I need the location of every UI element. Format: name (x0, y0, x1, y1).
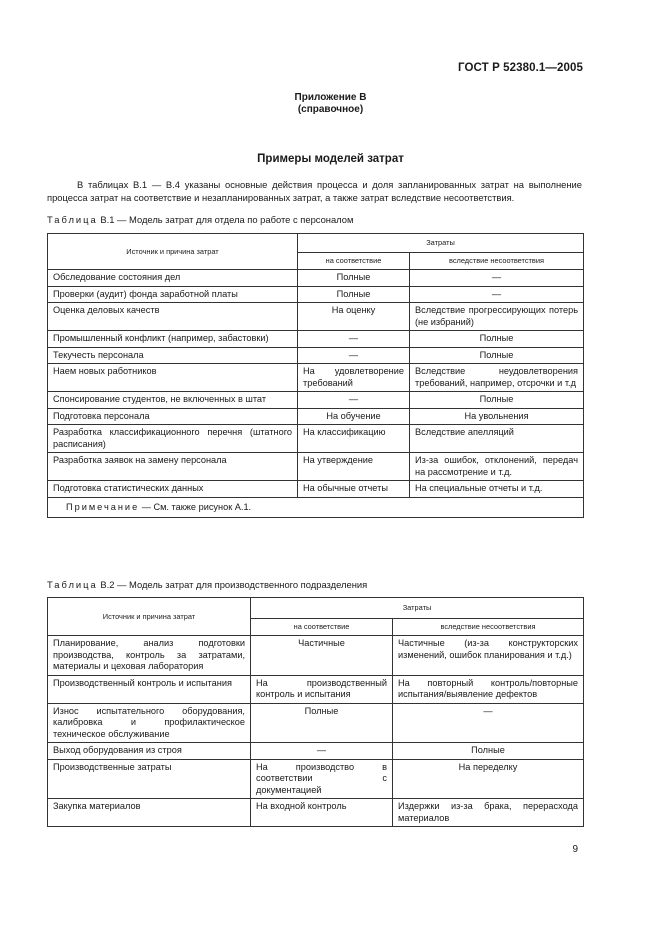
table-b2 (47, 597, 584, 827)
cell-conform: — (298, 331, 410, 348)
table1-caption-text: В.1 — Модель затрат для отдела по работе с персоналом (97, 214, 354, 225)
page-number: 9 (572, 844, 578, 855)
cell-nonconform: Частичные (из-за конструкторских изменений, ошибок планирования и т.д.) (393, 636, 584, 676)
cell-conform: На классификацию (298, 425, 410, 453)
cell-nonconform: Издержки из-за брака, перерасхода материалов (393, 799, 584, 827)
cell-nonconform: — (393, 703, 584, 743)
appendix-heading (0, 92, 661, 116)
cell-nonconform: Полные (393, 743, 584, 760)
cell-source: Подготовка персонала (48, 408, 298, 425)
cell-source: Текучесть персонала (48, 347, 298, 364)
cell-conform: На утверждение (298, 453, 410, 481)
table-row (48, 481, 584, 498)
cell-nonconform: Вследствие прогрессирующих потерь (не избраний) (410, 303, 584, 331)
cell-source: Износ испытательного оборудования, калибровка и профилактическое техническое обслуживание (48, 703, 251, 743)
cell-nonconform: — (410, 286, 584, 303)
cell-conform: Полные (298, 270, 410, 287)
table-row (48, 636, 584, 676)
cell-source: Проверки (аудит) фонда заработной платы (48, 286, 298, 303)
table1-caption-prefix: Таблица (47, 214, 98, 225)
cell-source: Закупка материалов (48, 799, 251, 827)
cell-source: Наем новых работников (48, 364, 298, 392)
table-row (48, 347, 584, 364)
table-row (48, 425, 584, 453)
table-row (48, 799, 584, 827)
cell-conform: Частичные (251, 636, 393, 676)
table1-header-costs: Затраты (298, 234, 584, 253)
table1-note (48, 497, 584, 518)
table1-header-source: Источник и причина затрат (48, 234, 298, 270)
cell-conform: На входной контроль (251, 799, 393, 827)
table-row (48, 743, 584, 760)
table-row (48, 303, 584, 331)
cell-conform: На обычные отчеты (298, 481, 410, 498)
table2-header-conform: на соответствие (251, 619, 393, 636)
section-title: Примеры моделей затрат (257, 153, 404, 165)
table2-caption-text: В.2 — Модель затрат для производственного подразделения (97, 579, 368, 590)
table1-caption (47, 214, 353, 225)
table-row (48, 286, 584, 303)
table2-header-nonconform: вследствие несоответствия (393, 619, 584, 636)
cell-source: Разработка заявок на замену персонала (48, 453, 298, 481)
appendix-subtitle: (справочное) (297, 104, 364, 115)
cell-nonconform: Из-за ошибок, отклонений, передач на рассмотрение и т.д. (410, 453, 584, 481)
cell-source: Производственный контроль и испытания (48, 675, 251, 703)
table-row (48, 364, 584, 392)
cell-nonconform: На повторный контроль/повторные испытания/выявление дефектов (393, 675, 584, 703)
table-row (48, 408, 584, 425)
cell-source: Промышленный конфликт (например, забастовки) (48, 331, 298, 348)
cell-nonconform: Полные (410, 347, 584, 364)
cell-source: Производственные затраты (48, 759, 251, 799)
table2-header-source: Источник и причина затрат (48, 598, 251, 636)
table1-header-nonconform: вследствие несоответствия (410, 253, 584, 270)
cell-nonconform: Полные (410, 331, 584, 348)
cell-nonconform: Полные (410, 392, 584, 409)
cell-conform: На удовлетворение требований (298, 364, 410, 392)
intro-paragraph: В таблицах В.1 — В.4 указаны основные действия процесса и доля запланированных затрат на выполнение процесса затрат на соответствие и незапланированных затрат, а также затрат вследствие несоответствия. (47, 179, 582, 203)
cell-source: Разработка классификационного перечня (штатного расписания) (48, 425, 298, 453)
cell-conform: На производственный контроль и испытания (251, 675, 393, 703)
cell-nonconform: На переделку (393, 759, 584, 799)
table1-header-conform: на соответствие (298, 253, 410, 270)
table2-caption-prefix: Таблица (47, 579, 98, 590)
table-row (48, 675, 584, 703)
cell-nonconform: Вследствие апелляций (410, 425, 584, 453)
cell-source: Планирование, анализ подготовки производства, контроль за затратами, материалы и цеховая лаборатория (48, 636, 251, 676)
cell-conform: — (298, 347, 410, 364)
table1-note-prefix: Примечание (66, 501, 140, 512)
table2-header-costs: Затраты (251, 598, 584, 619)
cell-conform: — (251, 743, 393, 760)
table-row (48, 759, 584, 799)
table2-caption (47, 579, 367, 590)
table-row (48, 453, 584, 481)
cell-source: Выход оборудования из строя (48, 743, 251, 760)
document-code: ГОСТ Р 52380.1—2005 (458, 62, 583, 74)
table-row (48, 331, 584, 348)
table-row (48, 270, 584, 287)
cell-source: Подготовка статистических данных (48, 481, 298, 498)
cell-source: Обследование состояния дел (48, 270, 298, 287)
cell-conform: На производство в соответствии с документацией (251, 759, 393, 799)
cell-nonconform: На увольнения (410, 408, 584, 425)
table1-note-text: — См. также рисунок А.1. (139, 501, 252, 512)
appendix-title: Приложение В (294, 92, 367, 103)
cell-conform: На оценку (298, 303, 410, 331)
cell-nonconform: На специальные отчеты и т.д. (410, 481, 584, 498)
cell-conform: Полные (298, 286, 410, 303)
cell-nonconform: Вследствие неудовлетворения требований, например, отсрочки и т.д (410, 364, 584, 392)
cell-source: Оценка деловых качеств (48, 303, 298, 331)
cell-source: Спонсирование студентов, не включенных в штат (48, 392, 298, 409)
cell-conform: Полные (251, 703, 393, 743)
table-row (48, 392, 584, 409)
cell-conform: — (298, 392, 410, 409)
cell-nonconform: — (410, 270, 584, 287)
table-b1 (47, 233, 584, 518)
cell-conform: На обучение (298, 408, 410, 425)
table-row (48, 703, 584, 743)
